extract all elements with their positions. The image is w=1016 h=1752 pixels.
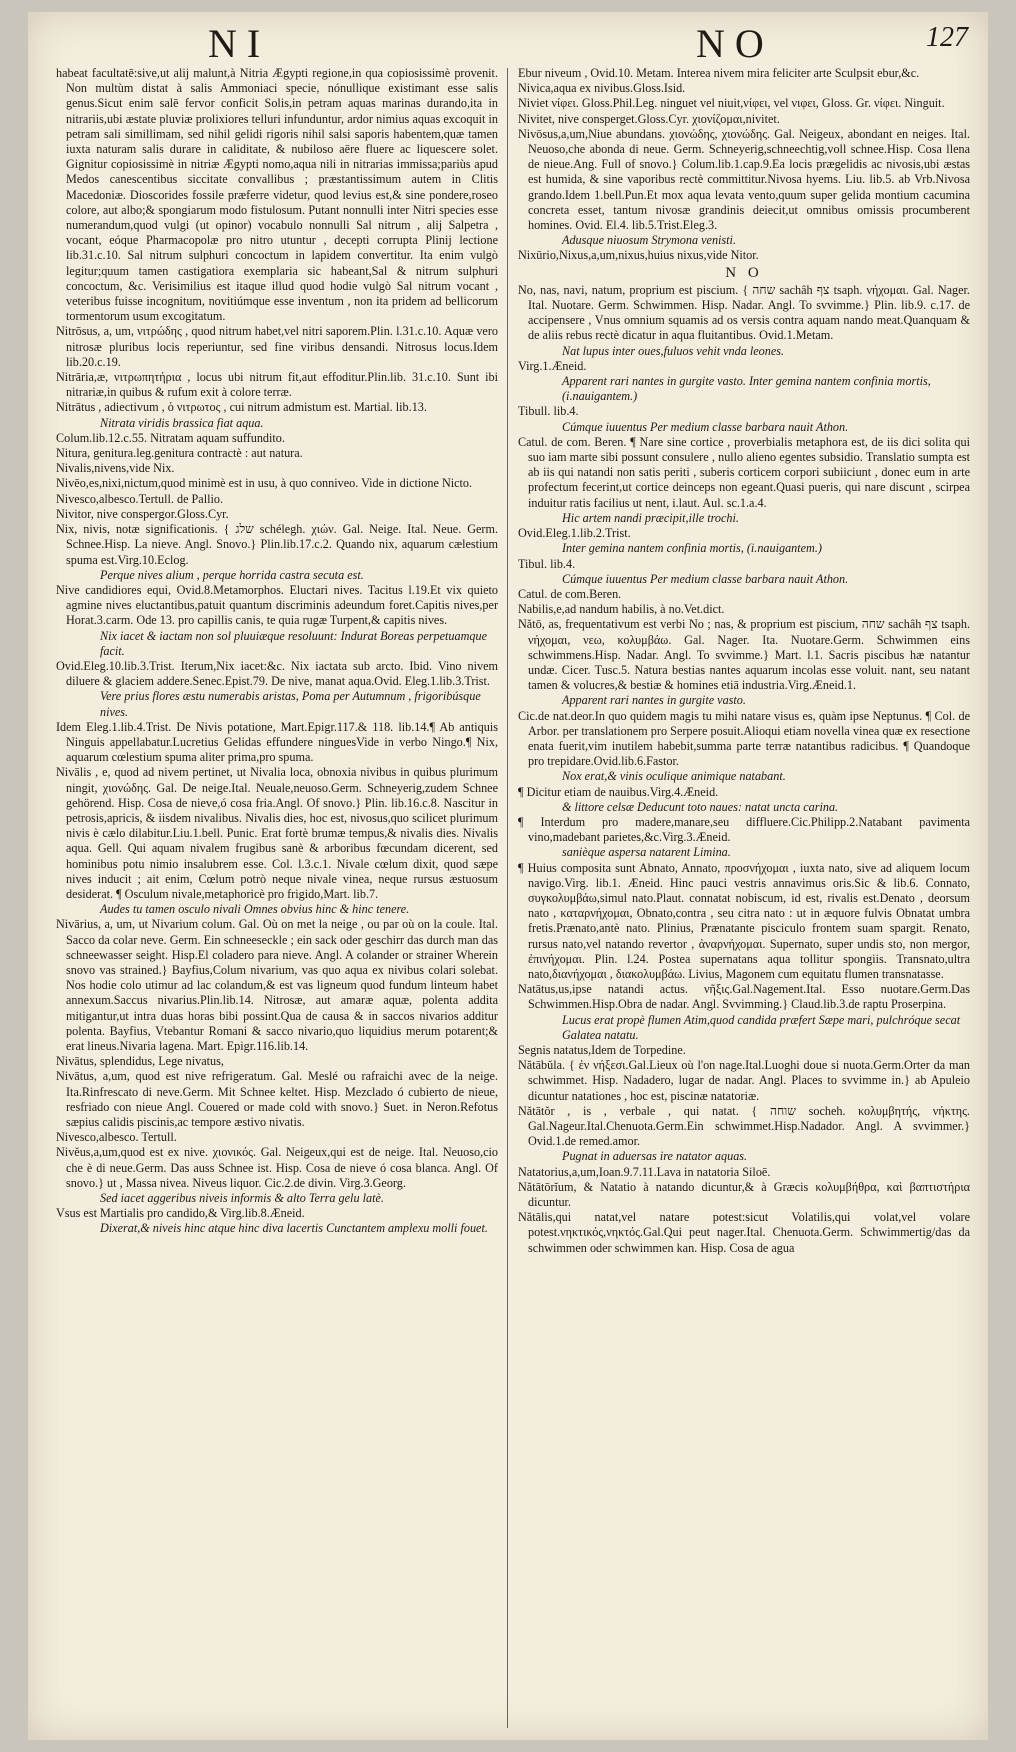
- dictionary-page: [28, 12, 988, 1740]
- quotation: sanièque aspersa natarent Limina.: [562, 845, 731, 860]
- quotation: Nat lupus inter oues,fuluos vehit vnda leones.: [562, 343, 785, 358]
- quotation: Adusque niuosum Strymona venisti.: [562, 233, 736, 248]
- dictionary-entry: Natatorius,a,um,Ioan.9.7.11.Lava in natatoria Siloē.: [518, 1164, 771, 1179]
- dictionary-entry: Nivōsus,a,um,Niue abundans. χιονώδης, χιονώδης. Gal. Neigeux, abondant en neiges. Ital. Neuoso,che abonda di neue. Germ. Schneyerig,schneechtig,voll schnee.Hisp. Cosa llena de nieue.Ang. Full of snovo.} Colum.lib.1.cap.9.Ea locis prægelidis ac nivosis,ubi æstas est humida, & sine vaporibus rectè committitur.Nivosa hyems. Liu. lib.5. ab Vrb.Nivosa grando.Idem 1.bell.Pun.Et mox aqua levata vento,quum super gelida montium cacumina concreta esset, tantum nivosæ grandinis deiecit,ut omnibus omissis procumberent homines. Ovid. El.4. lib.5.Trist.Eleg.3.: [518, 126, 970, 233]
- dictionary-entry: Nătālis,qui natat,vel natare potest:sicut Volatilis,qui volat,vel volare potest.νηκτικός,νηκτός.Gal.Qui peut nager.Ital. Chenuota.Germ. Schwimmertig/das da schwimmen oder schwimmen kan. Hisp. Cosa de agua: [518, 1210, 970, 1255]
- quotation: Cúmque iuuentus Per medium classe barbara nauit Athon.: [562, 419, 849, 434]
- dictionary-entry: Nătō, as, frequentativum est verbi No ; nas, & proprium est piscium, שחה sachâh צף tsaph. νήχομαι, νεω, κολυμβάω. Gal. Nager. Ita. Nuotare.Germ. Schwimmen eins schwimmens.Hisp. Nadar. Angl. To svvimme.} Mart. l.1. Sacris piscibus hæ natantur undæ. Cicer. Tusc.5. Natura bestias nantes aquarum incolas esse voluit. nant, seu natant tamen & volucres,& bestiæ & homines etiā industria.Virg.Æneid.1.: [518, 617, 970, 693]
- dictionary-entry: Colum.lib.12.c.55. Nitratam aquam suffundito.: [56, 430, 285, 445]
- dictionary-entry: Nivesco,albesco.Tertull. de Pallio.: [56, 491, 224, 506]
- dictionary-entry: Tibull. lib.4.: [518, 404, 579, 419]
- quotation: Sed iacet aggeribus niveis informis & alto Terra gelu latè.: [100, 1191, 384, 1206]
- dictionary-entry: ¶ Interdum pro madere,manare,seu diffluere.Cic.Philipp.2.Natabant pavimenta vino,madebant parietes,&c.Virg.3.Æneid.: [518, 814, 970, 845]
- dictionary-entry: Nătābŭla. { ἐν νήξεσι.Gal.Lieux où l'on nage.Ital.Luoghi doue si nuota.Germ.Orter da man schwimmet. Hisp. Nadadero, lugar de nadar. Angl. Places to svvimme in.} ab Apuleio dicuntur natationes , hoc est, piscinæ natatoriæ.: [518, 1058, 970, 1103]
- dictionary-entry: Ovid.Eleg.1.lib.2.Trist.: [518, 526, 631, 541]
- dictionary-entry: Nitrōsus, a, um, νιτρώδης , quod nitrum habet,vel nitri saporem.Plin. l.31.c.10. Aquæ vero nitrosæ pluribus locis reperiuntur, sed fine viribus densandi. Nitrosus locus.Idem lib.20.c.19.: [56, 324, 498, 369]
- page-number: 127: [926, 22, 968, 53]
- dictionary-entry: Nivēo,es,nixi,nictum,quod minimè est in usu, à quo conniveo. Vide in dictione Nicto.: [56, 476, 473, 491]
- dictionary-entry: Nitura, genitura.leg.genitura contractè : aut natura.: [56, 446, 303, 461]
- dictionary-entry: No, nas, navi, natum, proprium est piscium. { שחה sachâh צף tsaph. νήχομαι. Gal. Nager. Ital. Nuotare. Germ. Schwimmen. Hisp. Nadar. Angl. To svvimme.} Plin. lib.9. c.17. de accipensere , Vnus omnium squamis ad os versis contra aquam nando meat.Quanquam & de aliis rebus rectè dicatur in aqua fluitantibus. Ovid.1.Metam.: [518, 282, 970, 343]
- running-head-left: NI: [208, 21, 271, 66]
- dictionary-entry: Nitrāria,æ, νιτρωπητήρια , locus ubi nitrum fit,aut effoditur.Plin.lib. 31.c.10. Sunt ibi nitrariæ,in quibus & rufum exit à colore terræ.: [56, 370, 498, 400]
- quotation: Apparent rari nantes in gurgite vasto.: [562, 693, 746, 708]
- quotation: Nox erat,& vinis oculique animique natabant.: [562, 769, 786, 784]
- dictionary-entry: Nabilis,e,ad nandum habilis, à no.Vet.dict.: [518, 602, 725, 617]
- dictionary-entry: Nivica,aqua ex nivibus.Gloss.Isid.: [518, 81, 686, 96]
- dictionary-entry: Tibul. lib.4.: [518, 556, 576, 571]
- dictionary-entry: Nătātōrĭum, & Natatio à natando dicuntur,& à Græcis κολυμβήθρα, καὶ βαπτιστήρια dicuntur.: [518, 1179, 970, 1210]
- dictionary-entry: Ovid.Eleg.10.lib.3.Trist. Iterum,Nix iacet:&c. Nix iactata sub arcto. Ibid. Vino nivem diluere & glaciem addere.Senec.Epist.79. De nive, manat aqua.Ovid. Eleg.1.lib.3.Trist.: [56, 658, 498, 689]
- column-rule: [507, 68, 508, 1728]
- dictionary-entry: ¶ Dicitur etiam de nauibus.Virg.4.Æneid.: [518, 784, 719, 799]
- quotation: Hic artem nandi præcipit,ille trochi.: [562, 510, 739, 525]
- right-column: [518, 66, 970, 1734]
- dictionary-entry: Nivitet, nive consperget.Gloss.Cyr. χιονίζομαι,nivitet.: [518, 111, 780, 126]
- dictionary-entry: Nive candidiores equi, Ovid.8.Metamorphos. Eluctari nives. Tacitus l.19.Et vix quieto agmine nives eluctantibus,patuit quantum discriminis adeundum foret.Capitis nives,per Horat.3.carm. Ode 13. pro capillis canis, te quia rugæ Turpent,& capitis nives.: [56, 582, 498, 628]
- left-column: [56, 66, 498, 1734]
- quotation: Audes tu tamen osculo nivali Omnes obvius hinc & hinc tenere.: [100, 902, 410, 917]
- quotation: Nitrata viridis brassica fiat aqua.: [100, 415, 264, 430]
- quotation: Nix iacet & iactam non sol pluuiæque resoluunt: Indurat Boreas perpetuamque facit.: [100, 628, 488, 658]
- dictionary-entry: Nivārius, a, um, ut Nivarium colum. Gal. Où on met la neige , ou par où on la coule. Ital. Sacco da colar neve. Germ. Ein schneeseckle ; ein sack oder geschirr das durch man das schneewasser seight. Hisp.El coladero para nieve. Angl. A colander or strainer Wherein snovo vas strained.} Bayfius,Colum nivarium, vas quo aqua ex nivibus colari solebat. Nos hodie colo utimur ad lac colandum,& est vas ligneum quod fundum linteum habet annexum.Saccus nivarius.Plin.lib.14. Nitrosæ, aut amaræ aquæ, polenta addita mitigantur,ut intra duas horas bibi possint.Qua de causa & in saccos nivarios additur polenta. Bayfius, Vtebantur Romani & sacco nivario,quo liquidius merum potarent;& erat lineus.Nivaria lagena. Mart. Epigr.116.lib.14.: [56, 917, 498, 1053]
- dictionary-entry: Idem Eleg.1.lib.4.Trist. De Nivis potatione, Mart.Epigr.117.& 118. lib.14.¶ Ab antiquis Ninguis appellabatur.Lucretius Gelidas effundere ninguesVide in verbo Ningo.¶ Nix, aquarum cœlestium spuma aliter prima,pro spuma.: [56, 719, 498, 765]
- dictionary-entry: Nivātus, splendidus, Lege nivatus,: [56, 1054, 224, 1069]
- dictionary-entry: Catul. de com.Beren.: [518, 586, 622, 601]
- quotation: & littore celsæ Deducunt toto naues: natat uncta carina.: [562, 799, 839, 814]
- quotation: Lucus erat propè flumen Atim,quod candida præfert Sæpe mari, pulchróque secat Galatea natatu.: [562, 1012, 961, 1042]
- dictionary-entry: ¶ Huius composita sunt Abnato, Annato, προσνήχομαι , iuxta nato, sive ad aliquem locum navigo.Virg. lib.1. Æneid. Hinc pauci vestris annavimus oris.Sic & lib.6. Connato, συγκολυμβάω,simul nato.Plaut. connatat nobiscum, id est, rivalis est.Denato , deorsum nato , καταρνήχομαι, Obnato,contra , seu citra nato : ut in æquore fulvis Obnatat umbra fretis.Prænato,antè nato. Plinius, Prænatante pisciculo frontem suam spargit. Renato, rursus nato,vel natando revertor , ἀναρνήχομαι. Supernato, super undis sto, non mergor, ἐπινήχομαι. Plin. l.24. Postea supernatans aqua tollitur spongiis. Transnato,ultra nato,διανήχομαι , διακολυμβάω. Livius, Magonem cum equitatu flumen transnatasse.: [518, 860, 970, 981]
- dictionary-entry: Nivĕus,a,um,quod est ex nive. χιονικός. Gal. Neigeux,qui est de neige. Ital. Neuoso,cio che è di neue.Germ. Das auss Schnee ist. Hisp. Cosa de nieve ó cosa blanca. Angl. Of snovo.} ut , Massa nivea. Niveus liquor. Cic.2.de divin. Virg.3.Georg.: [56, 1145, 498, 1190]
- section-heading: N O: [725, 264, 763, 281]
- dictionary-entry: Ebur niveum , Ovid.10. Metam. Interea nivem mira feliciter arte Sculpsit ebur,&c.: [518, 66, 920, 80]
- dictionary-entry: Nivalis,nivens,vide Nix.: [56, 461, 175, 476]
- dictionary-entry: Nix, nivis, notæ significationis. { שלג schélegh. χιών. Gal. Neige. Ital. Neue. Germ. Schnee.Hisp. La nieve. Angl. Snovo.} Plin.lib.17.c.2. Quando nix, aquarum cælestium spuma est.Virg.10.Eclog.: [56, 522, 498, 567]
- dictionary-entry: Nivesco,albesco. Tertull.: [56, 1130, 177, 1145]
- dictionary-entry: Nitrātus , adiectivum , ὁ νιτρωτος , cui nitrum admistum est. Martial. lib.13.: [56, 400, 427, 415]
- dictionary-entry: Nivitor, nive conspergor.Gloss.Cyr.: [56, 506, 229, 521]
- dictionary-entry: habeat facultatē:sive,ut alij malunt,à Nitria Ægypti regione,in qua copiosissimè provenit. Non multùm distat à salis Ammoniaci specie, nónullique existimant esse salis genus.Sicut enim salē fervor conficit Solis,in petram aquas marinas durando,ita in nitrariis,ubi æstate pluviæ prolixiores telluri infunduntur, ardor nimius aquas excoquit in petram sali simillimam, sed nihil gelidi rigoris nihil salsi saporis habentem,quæ tamen iuxta naturam salis durare in caliditate, & nubiloso aēre fluere ac liquescere solet. Gignitur copiosissimè in nitriæ Ægypti nomo,aqua nili in nitrarias immissa;pariùs apud Medos canescentibus siccitate convallibus ; præstantissimum autem in Clitis Macedoniæ. Dioscorides fossile præferre videtur, quod levius est,& sine pondere,roseo colore, aut albo;& spongiarum modo fistulosum. Putant nonnulli inter Nitri species esse numerandum,quod vulgi (ut opinor) vocabulo nonnulli Sal nitrum , alij Salpetra , vocant, eóque Pharmacopolæ pro nitro utuntur , decepti corrupta Plinij lectione lib.31.c.10. Sal nitrum sulphuri concoctum in lapidem convertitur. Ita enim vulgò legitur;quum tamen castigatiora exemplaria sic habeant,Sal & nitrum sulphuri concoctum, &c. Verisimilius est itaque illud quod hodie vulgò Sal nitrum vocant , veteribus fuisse incognitum, novitiúmque esse inventum , non ita pridem ad bellicorum tormentorum usum excogitatum.: [56, 66, 498, 324]
- dictionary-entry: Vsus est Martialis pro candido,& Virg.lib.8.Æneid.: [56, 1206, 305, 1221]
- quotation: Cúmque iuuentus Per medium classe barbara nauit Athon.: [562, 571, 849, 586]
- dictionary-entry: Nixūrio,Nixus,a,um,nixus,huius nixus,vide Nitor.: [518, 248, 759, 263]
- dictionary-entry: Nivātus, a,um, quod est nive refrigeratum. Gal. Meslé ou rafraichi avec de la neige. Ita.Rinfrescato di neve.Germ. Mit Schnee keltet. Hisp. Mezclado ó cubierto de nieue, resfriado con nieue Angl. Couered or made cold with snovo.} Suet. in Neron.Refotus sæpius calidis piscinis,ac tempore æstivo nivatis.: [56, 1069, 498, 1130]
- dictionary-entry: Virg.1.Æneid.: [518, 358, 587, 373]
- dictionary-entry: Cic.de nat.deor.In quo quidem magis tu mihi natare visus es, quàm ipse Neptunus. ¶ Col. de Arbor. per translationem pro Serpere posuit.Alioqui etiam novella vinea quæ ex resectione enata fuerit,vim inutilem habebit,summa parte terræ natantibus radicibus. ¶ Quandoque pro trepidare.Ovid.lib.6.Fastor.: [518, 708, 970, 769]
- dictionary-entry: Nătātŏr , is , verbale , qui natat. { שוחה socheh. κολυμβητής, νήκτης. Gal.Nageur.Ital.Chenuota.Germ.Ein schwimmet.Hisp.Nadador. Angl. A svvimmer.} Ovid.1.de remed.amor.: [518, 1103, 970, 1149]
- quotation: Vere prius flores æstu numerabis aristas, Poma per Autumnum , frigoribúsque nives.: [100, 689, 481, 719]
- running-head-right: NO: [696, 21, 774, 66]
- quotation: Perque nives alium , perque horrida castra secuta est.: [100, 567, 364, 582]
- quotation: Apparent rari nantes in gurgite vasto. Inter gemina nantem confinia mortis, (i.nauigantem.): [562, 374, 931, 404]
- dictionary-entry: Nivālis , e, quod ad nivem pertinet, ut Nivalia loca, obnoxia nivibus in quibus plurimum ningit, χιονώδης. Gal. De neige.Ital. Neuale,neuoso.Germ. Schneyerig,zudem Schnee gehörend. Hisp. Cosa de nieve,ó cosa fria.Angl. Of snovo.} Plin. lib.16.c.8. Nascitur in petrosis,apricis, & iisdem nivalibus. Nivalis dies, hoc est, nivosus,quo scilicet plurimum nivis è cælo dilabitur.Liu.1.bell. Punic. Erat fortè brumæ tempus,& nivalis dies. Nivalis aqua. Gell. Qui aquam nivalem frugibus sanè & arboribus fœcundam dicerent, sed hominibus potu nimio insalubrem esse. Col. l.3.c.1. Nivale cœlum dixit, quod sæpe nives inducit ; ait enim, Cœlum potrò neque nivale vinea, neque rursus æstuosum desiderat. ¶ Osculum nivale,metaphoricè pro frigido,Mart. lib.7.: [56, 765, 498, 901]
- quotation: Pugnat in aduersas ire natator aquas.: [562, 1149, 748, 1164]
- dictionary-entry: Niviet νίφει. Gloss.Phil.Leg. ninguet vel niuit,νίφει, vel νιφει, Gloss. Gr. νίφει. Ninguit.: [518, 96, 945, 111]
- quotation: Inter gemina nantem confinia mortis, (i.nauigantem.): [562, 541, 822, 556]
- quotation: Dixerat,& niveis hinc atque hinc diva lacertis Cunctantem amplexu molli fouet.: [100, 1221, 488, 1236]
- dictionary-entry: Catul. de com. Beren. ¶ Nare sine cortice , proverbialis metaphora est, de iis dici solita qui suo iam marte sibi possunt consulere , nullo alieno egentes subsidio. Translatio sumpta est ab iis qui natandi non satis periti , suberis corticem corpori subiiciunt , donec eum in arte profectum fecerint,ut cortice deinceps non egeant.Quasi pueris, qui nare discunt , scirpea induitur ratis facilius ut nent, i.laut. Aul. sc.1.a.4.: [518, 434, 970, 510]
- dictionary-entry: Segnis natatus,Idem de Torpedine.: [518, 1043, 686, 1057]
- dictionary-entry: Natātus,us,ipse natandi actus. νῆξις.Gal.Nagement.Ital. Esso nuotare.Germ.Das Schwimmen.Hisp.Obra de nadar. Angl. Svvimming.} Claud.lib.3.de raptu Proserpina.: [518, 982, 970, 1012]
